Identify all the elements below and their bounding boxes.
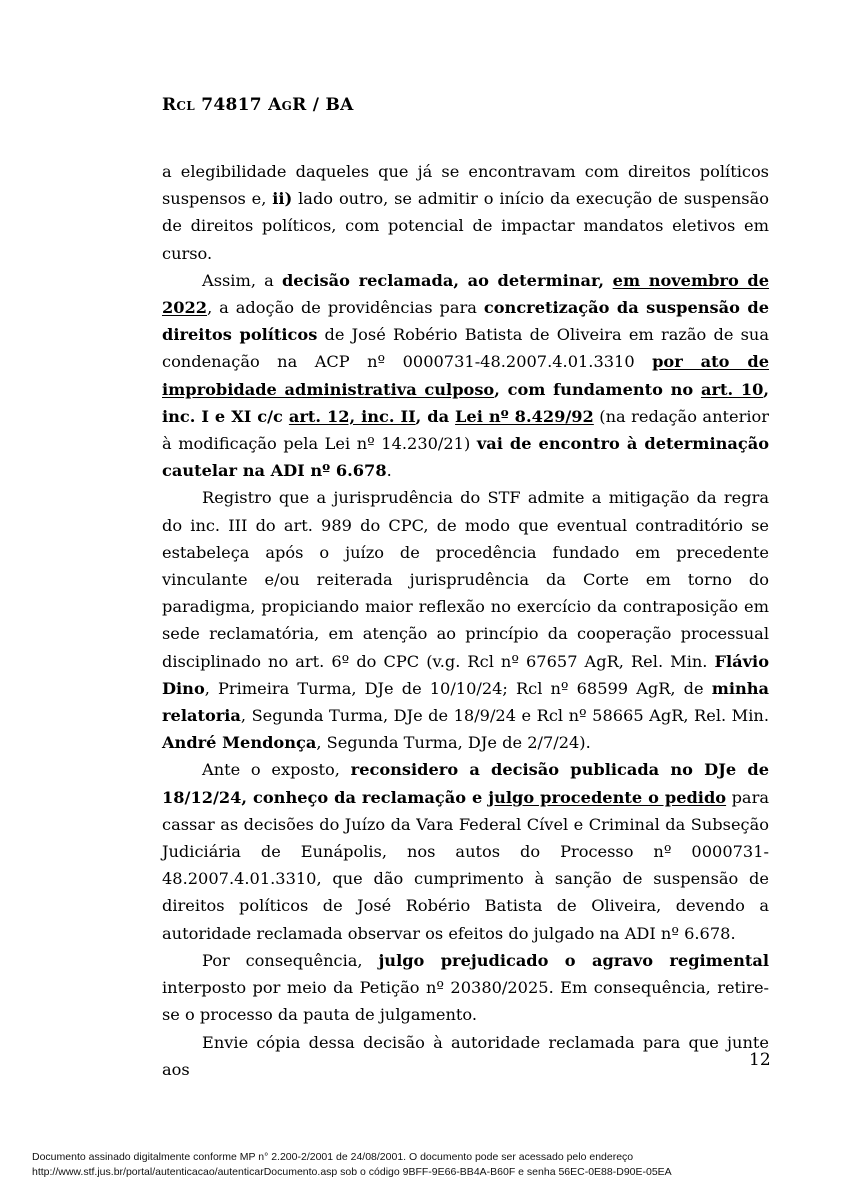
page-number: 12 [749, 1050, 771, 1070]
footer-line-1: Documento assinado digitalmente conforme MP n° 2.200-2/2001 de 24/08/2001. O documento pode ser acessado pelo endereço [32, 1151, 634, 1163]
paragraph-4: Ante o exposto, reconsidero a decisão publicada no DJe de 18/12/24, conheço da reclamação e julgo procedente o pedido para cassar as decisões do Juízo da Vara Federal Cível e Criminal da Subseção Judiciária de Eunápolis, nos autos do Processo nº 0000731-48.2007.4.01.3310, que dão cumprimento à sanção de suspensão de direitos políticos de José Robério Batista de Oliveira, devendo a autoridade reclamada observar os efeitos do julgado na ADI nº 6.678. [162, 760, 769, 943]
paragraph-5: Por consequência, julgo prejudicado o agravo regimental interposto por meio da Petição nº 20380/2025. Em consequência, retire-se o processo da pauta de julgamento. [162, 950, 769, 1025]
footer-line-2: http://www.stf.jus.br/portal/autenticacao/autenticarDocumento.asp sob o código 9BFF-9E66-BB4A-B60F e senha 56EC-0E88-D90E-05EA [32, 1166, 672, 1178]
digital-signature-footer [32, 1150, 832, 1180]
case-reference-header: Rcl 74817 AgR / BA [162, 95, 354, 115]
paragraph-1: a elegibilidade daqueles que já se encontravam com direitos políticos suspensos e, ii) lado outro, se admitir o início da execução de suspensão de direitos políticos, com potencial de impactar mandatos eletivos em curso. [162, 162, 769, 263]
paragraph-6: Envie cópia dessa decisão à autoridade reclamada para que junte aos [162, 1032, 769, 1079]
paragraph-3: Registro que a jurisprudência do STF admite a mitigação da regra do inc. III do art. 989 do CPC, de modo que eventual contraditório se estabeleça após o juízo de procedência fundado em precedente vinculante e/ou reiterada jurisprudência da Corte em torno do paradigma, propiciando maior reflexão no exercício da contraposição em sede reclamatória, em atenção ao princípio da cooperação processual disciplinado no art. 6º do CPC (v.g. Rcl nº 67657 AgR, Rel. Min. Flávio Dino, Primeira Turma, DJe de 10/10/24; Rcl nº 68599 AgR, de minha relatoria, Segunda Turma, DJe de 18/9/24 e Rcl nº 58665 AgR, Rel. Min. André Mendonça, Segunda Turma, DJe de 2/7/24). [162, 488, 769, 753]
document-body [162, 158, 769, 1083]
paragraph-2: Assim, a decisão reclamada, ao determinar, em novembro de 2022, a adoção de providências para concretização da suspensão de direitos políticos de José Robério Batista de Oliveira em razão de sua condenação na ACP nº 0000731-48.2007.4.01.3310 por ato de improbidade administrativa culposo, com fundamento no art. 10, inc. I e XI c/c art. 12, inc. II, da Lei nº 8.429/92 (na redação anterior à modificação pela Lei nº 14.230/21) vai de encontro à determinação cautelar na ADI nº 6.678. [162, 270, 770, 481]
